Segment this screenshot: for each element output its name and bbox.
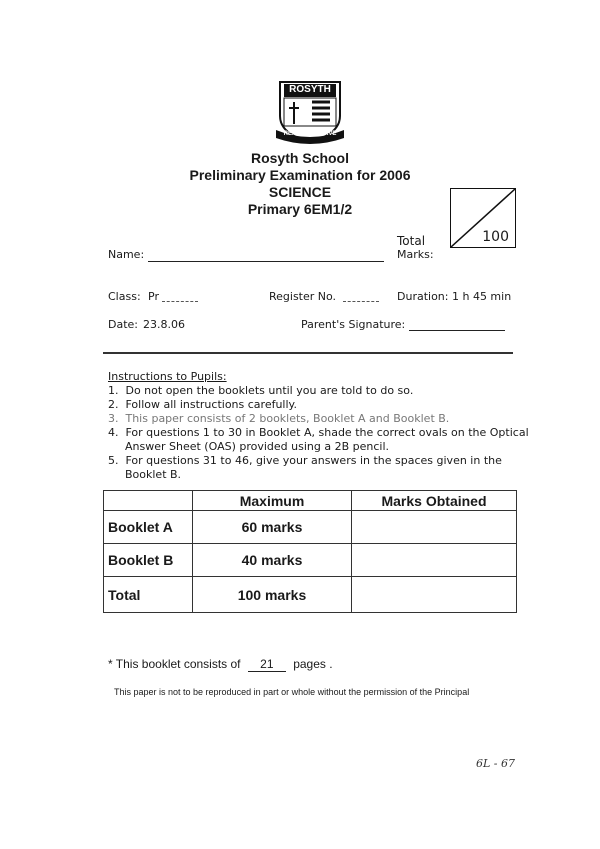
class-label: Class:	[108, 290, 141, 303]
row-max: 40 marks	[193, 544, 352, 577]
date-value: 23.8.06	[143, 318, 185, 331]
table-header-cell	[104, 491, 193, 511]
page-count-line	[108, 657, 333, 672]
signature-line	[409, 330, 505, 331]
table-header-row	[104, 491, 517, 511]
instruction-item: 4. For questions 1 to 30 in Booklet A, shade the correct ovals on the Optical	[108, 426, 529, 439]
total-marks-value: 100	[482, 229, 509, 245]
page-count-value: 21	[248, 657, 286, 672]
total-marks-box	[450, 188, 516, 248]
handwritten-note: 6L - 67	[476, 757, 516, 770]
register-line	[343, 301, 379, 302]
row-max: 100 marks	[193, 577, 352, 613]
instructions-title: Instructions to Pupils:	[108, 370, 227, 383]
copyright-notice: This paper is not to be reproduced in part or whole without the permission of the Principal	[114, 687, 470, 697]
table-header-cell: Marks Obtained	[352, 491, 517, 511]
instruction-item: Booklet B.	[125, 468, 182, 481]
row-label: Booklet B	[104, 544, 193, 577]
crest-banner-text: ROSYTH	[289, 84, 331, 95]
name-label: Name:	[108, 248, 145, 261]
table-row	[104, 577, 517, 613]
row-obtained	[352, 544, 517, 577]
register-label: Register No.	[269, 290, 337, 303]
row-label: Booklet A	[104, 511, 193, 544]
row-max: 60 marks	[193, 511, 352, 544]
row-obtained	[352, 577, 517, 613]
table-header-cell: Maximum	[193, 491, 352, 511]
class-line	[162, 301, 198, 302]
row-label: Total	[104, 577, 193, 613]
crest-motto-text: READY TO SERVE	[283, 131, 337, 137]
instruction-item: 3. This paper consists of 2 booklets, Booklet A and Booklet B.	[108, 412, 450, 425]
row-obtained	[352, 511, 517, 544]
table-row	[104, 511, 517, 544]
date-label: Date:	[108, 318, 138, 331]
instruction-item: 5. For questions 31 to 46, give your answers in the spaces given in the	[108, 454, 502, 467]
school-crest	[272, 78, 348, 148]
table-row	[104, 544, 517, 577]
level-title: Primary 6EM1/2	[247, 201, 353, 217]
marks-label: Marks:	[397, 248, 434, 261]
section-divider	[103, 352, 513, 354]
instruction-item: 1. Do not open the booklets until you are told to do so.	[108, 384, 414, 397]
duration-label: Duration: 1 h 45 min	[397, 290, 512, 303]
instruction-item: 2. Follow all instructions carefully.	[108, 398, 297, 411]
subject-title: SCIENCE	[268, 184, 332, 200]
instruction-item: Answer Sheet (OAS) provided using a 2B pencil.	[125, 440, 390, 453]
signature-label: Parent's Signature:	[301, 318, 406, 331]
total-label: Total	[397, 234, 426, 248]
marks-table	[103, 490, 517, 613]
name-line	[148, 261, 384, 262]
page-count-prefix: * This booklet consists of	[108, 657, 241, 671]
school-name: Rosyth School	[250, 150, 349, 166]
class-value: Pr	[148, 290, 159, 303]
exam-title: Preliminary Examination for 2006	[189, 167, 411, 183]
page-count-suffix: pages .	[293, 657, 333, 671]
